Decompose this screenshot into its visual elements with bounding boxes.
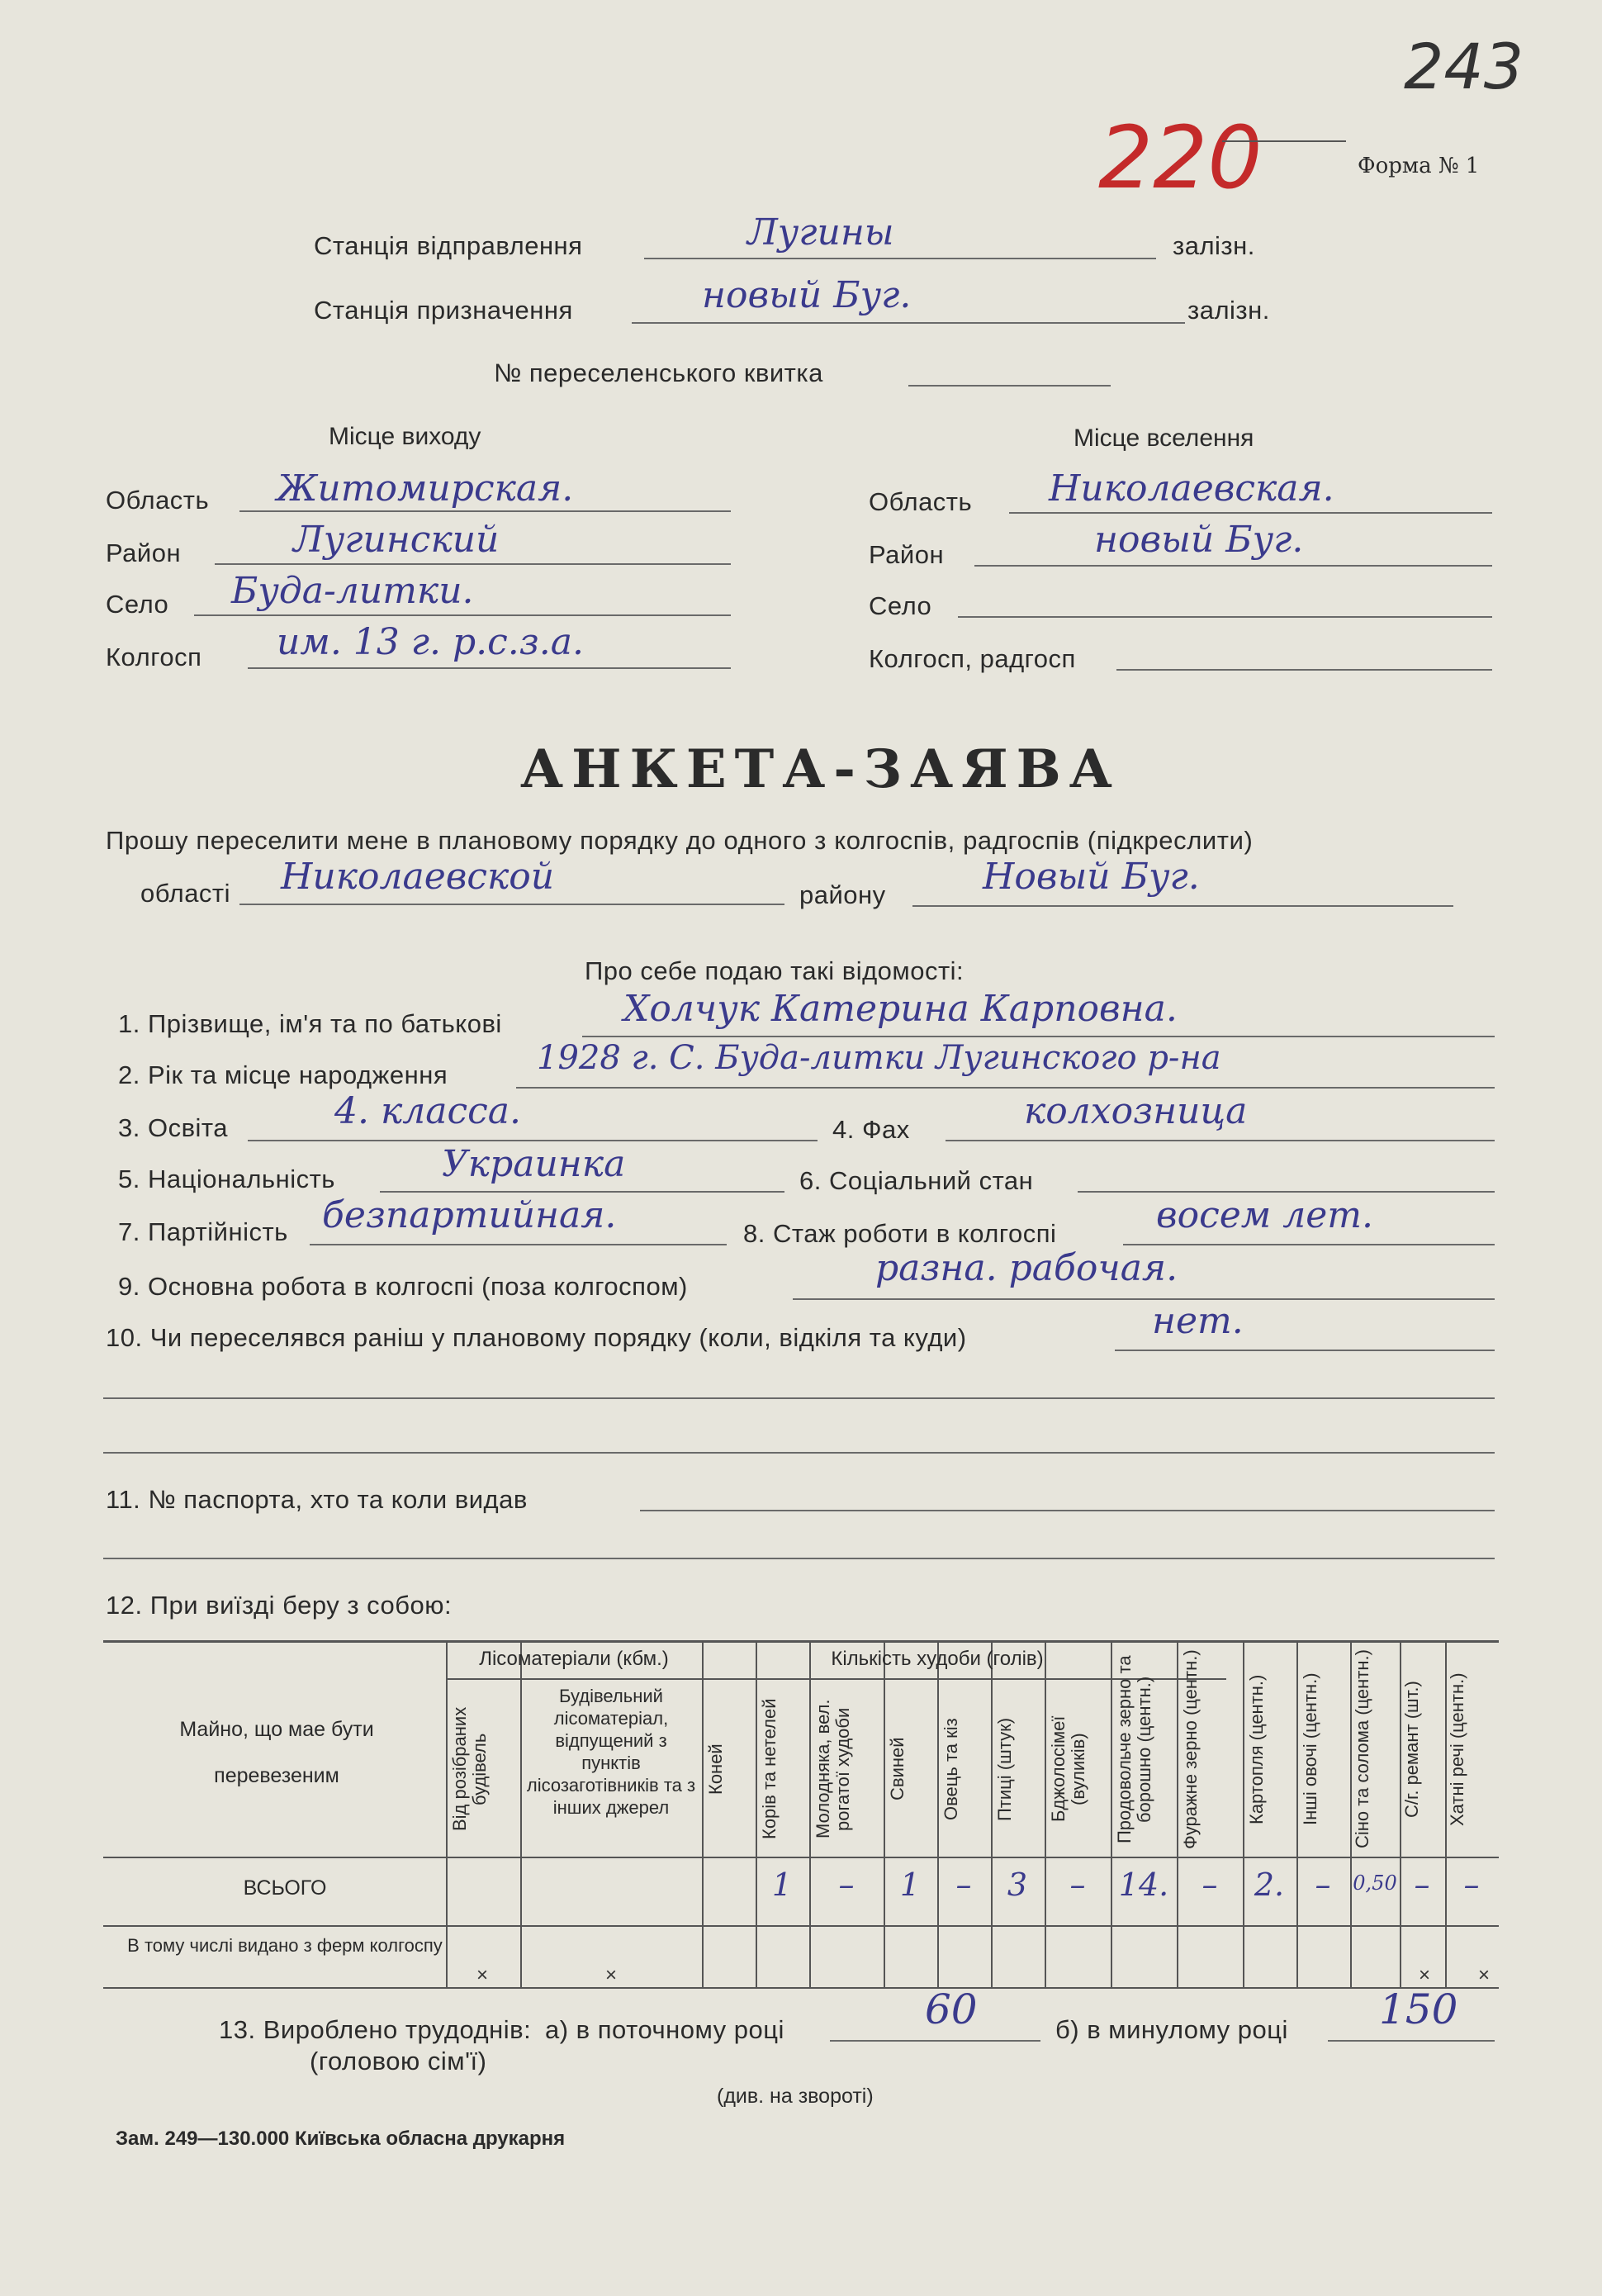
col-line-9 — [1045, 1640, 1046, 1987]
col-property-header: Майно, що мае бути перевезеним — [179, 1718, 374, 1787]
table-top-border — [103, 1640, 1499, 1643]
field-11-label: 11. № паспорта, хто та коли видав — [106, 1485, 528, 1514]
field-10-line — [1115, 1350, 1495, 1351]
field-3-label: 3. Освіта — [118, 1113, 229, 1142]
col-4-header: Корів та нетелей — [759, 1698, 780, 1840]
field-1-line — [582, 1036, 1495, 1037]
field-3-line — [248, 1140, 818, 1141]
railway-suffix-1: залізн. — [1173, 231, 1255, 260]
col-5-header: Молодняка, вел. рогатої худоби — [813, 1699, 853, 1839]
total-c4: 1 — [771, 1867, 793, 1903]
field-9-label: 9. Основна робота в колгоспі (поза колгоспом) — [118, 1272, 688, 1301]
settlement-selo-label: Село — [869, 591, 932, 620]
field-8-label: 8. Стаж роботи в колгоспі — [743, 1219, 1057, 1248]
settlement-kolhosp-label: Колгосп, радгосп — [869, 644, 1076, 673]
workdays-label: 13. Вироблено трудоднів: — [219, 2015, 532, 2044]
row-total-label: ВСЬОГО — [243, 1876, 327, 1900]
col-12-header: Картопля (центн.) — [1246, 1674, 1267, 1824]
red-number-strike — [1222, 140, 1346, 142]
field-11-line — [640, 1510, 1495, 1511]
total-c5: – — [838, 1867, 855, 1903]
settlement-header: Місце вселення — [1074, 425, 1254, 452]
request-oblast-label: області — [140, 879, 231, 908]
printer-note: Зам. 249—130.000 Київська обласна друкарня — [116, 2128, 566, 2150]
ticket-label: № переселенського квитка — [494, 358, 823, 387]
settlement-oblast-line — [1009, 512, 1492, 514]
field-8-line — [1123, 1244, 1495, 1245]
field-9-line — [793, 1298, 1495, 1300]
destination-label: Станція призначення — [314, 296, 573, 325]
workdays-b-value: 150 — [1379, 1985, 1458, 2033]
col-line-8 — [991, 1640, 993, 1987]
field-5-value: Украинка — [442, 1143, 626, 1185]
field-7-value: безпартийная. — [322, 1194, 617, 1236]
origin-kolhosp-label: Колгосп — [106, 643, 202, 671]
departure-value: Лугины — [747, 211, 894, 254]
workdays-a-value: 60 — [925, 1985, 978, 2033]
col-line-11 — [1177, 1640, 1178, 1987]
farm-cross-c2: × — [605, 1964, 618, 1986]
belongings-table — [103, 1640, 1499, 1987]
farm-cross-c1: × — [476, 1964, 489, 1986]
col-16-header: Хатні речі (центн.) — [1447, 1672, 1467, 1826]
ticket-line — [908, 385, 1111, 387]
field-6-label: 6. Соціальний стан — [799, 1166, 1034, 1195]
col-8-header: Птиці (штук) — [994, 1717, 1015, 1821]
destination-value: новый Буг. — [702, 274, 912, 316]
total-c12: 2. — [1254, 1867, 1285, 1903]
request-raion-line — [912, 905, 1453, 907]
workdays-b-label: б) в минулому році — [1055, 2015, 1288, 2044]
col-9-header: Бджолосімеї (вуликів) — [1048, 1715, 1088, 1823]
origin-selo-label: Село — [106, 590, 169, 619]
request-text: Прошу переселити мене в плановому порядку до одного з колгоспів, радгоспів (підкреслити) — [106, 826, 1254, 855]
col-10-header: Продовольче зерно та борошно (центн.) — [1114, 1655, 1154, 1843]
railway-suffix-2: залізн. — [1187, 296, 1270, 325]
field-4-label: 4. Фах — [832, 1115, 910, 1144]
col-line-7 — [937, 1640, 939, 1987]
col-3-header: Коней — [705, 1743, 726, 1795]
origin-kolhosp-line — [248, 667, 731, 669]
total-c15: – — [1414, 1867, 1430, 1903]
archive-number: 243 — [1404, 30, 1524, 103]
field-5-line — [380, 1191, 784, 1193]
field-5-label: 5. Національність — [118, 1165, 335, 1193]
col-line-4 — [756, 1640, 757, 1987]
origin-oblast-line — [239, 510, 731, 512]
field-4-line — [946, 1140, 1495, 1141]
col-line-10 — [1111, 1640, 1112, 1987]
col-15-header: С/г. ремант (шт.) — [1401, 1681, 1422, 1818]
col-1-header: Від розібраних будівель — [449, 1706, 490, 1832]
request-raion-label: району — [799, 880, 886, 909]
field-10-value: нет. — [1152, 1300, 1244, 1342]
farm-cross-c16: × — [1478, 1964, 1491, 1986]
departure-label: Станція відправлення — [314, 231, 583, 260]
group-livestock-header: Кількість худоби (голів) — [831, 1648, 1044, 1670]
request-oblast-line — [239, 904, 784, 905]
table-header-bottom — [103, 1857, 1499, 1858]
destination-line — [632, 322, 1185, 324]
form-title: АНКЕТА-ЗАЯВА — [520, 738, 1121, 800]
workdays-a-label: а) в поточному році — [545, 2015, 784, 2044]
field-3-value: 4. класса. — [334, 1090, 521, 1132]
workdays-a-line — [830, 2040, 1040, 2042]
settlement-kolhosp-line — [1116, 669, 1492, 671]
col-11-header: Фуражне зерно (центн.) — [1180, 1649, 1201, 1849]
origin-raion-value: Лугинский — [293, 519, 500, 561]
field-7-label: 7. Партійність — [118, 1217, 288, 1246]
total-c6: 1 — [899, 1867, 921, 1903]
field-9-value: разна. рабочая. — [875, 1247, 1178, 1289]
total-c10: 14. — [1118, 1867, 1169, 1903]
col-line-13 — [1296, 1640, 1298, 1987]
col-7-header: Овець та кіз — [941, 1718, 961, 1820]
form-label: Форма № 1 — [1358, 154, 1480, 178]
origin-oblast-label: Область — [106, 486, 210, 515]
table-group-divider — [446, 1678, 1226, 1680]
col-line-1 — [446, 1640, 448, 1987]
field-6-line — [1078, 1191, 1495, 1193]
workdays-b-line — [1328, 2040, 1495, 2042]
total-c9: – — [1069, 1867, 1086, 1903]
settlement-raion-value: новый Буг. — [1094, 519, 1304, 561]
request-raion-value: Новый Буг. — [983, 856, 1200, 898]
intro-text: Про себе подаю такі відомості: — [585, 956, 965, 985]
field-1-label: 1. Прізвище, ім'я та по батькові — [118, 1009, 502, 1038]
col-line-3 — [702, 1640, 704, 1987]
field-12-label: 12. При виїзді беру з собою: — [106, 1591, 453, 1620]
total-c13: – — [1315, 1867, 1331, 1903]
col-2-header: Будівельний лісоматеріал, відпущений з пунктів лісозаготівників та з інших джерел — [526, 1686, 696, 1818]
origin-selo-value: Буда-литки. — [231, 570, 474, 612]
field-2-line — [516, 1087, 1495, 1089]
field-4-value: колхозница — [1024, 1090, 1248, 1132]
departure-line — [644, 258, 1156, 259]
col-13-header: Інші овочі (центн.) — [1300, 1672, 1320, 1826]
settlement-raion-line — [974, 565, 1492, 567]
total-c14: 0,50 — [1353, 1871, 1397, 1895]
field-8-value: восем лет. — [1156, 1194, 1374, 1236]
total-c16: – — [1463, 1867, 1480, 1903]
settlement-selo-line — [958, 616, 1492, 618]
total-c11: – — [1202, 1867, 1218, 1903]
field-2-value: 1928 г. С. Буда-литки Лугинского р-на — [537, 1039, 1221, 1077]
table-row-divider — [103, 1925, 1499, 1927]
farm-cross-c15: × — [1419, 1964, 1431, 1986]
workdays-sub: (головою сім'ї) — [310, 2047, 487, 2075]
table-bottom-border — [103, 1987, 1499, 1989]
col-line-12 — [1243, 1640, 1244, 1987]
red-number: 220 — [1098, 107, 1263, 208]
origin-selo-line — [194, 614, 731, 616]
field-1-value: Холчук Катерина Карповна. — [623, 988, 1178, 1030]
row-farm-label: В тому числі видано з ферм колгоспу — [127, 1935, 443, 1956]
field-2-label: 2. Рік та місце народження — [118, 1060, 448, 1089]
origin-raion-label: Район — [106, 538, 182, 567]
field-10-label: 10. Чи переселявся раніш у плановому порядку (коли, відкіля та куди) — [106, 1323, 967, 1352]
field-11-extra-line — [103, 1558, 1495, 1559]
origin-header: Місце виходу — [329, 423, 481, 450]
settlement-oblast-value: Николаевская. — [1049, 467, 1334, 510]
col-6-header: Свиней — [887, 1737, 908, 1801]
origin-kolhosp-value: им. 13 г. р.с.з.а. — [277, 621, 584, 663]
field-7-line — [310, 1244, 727, 1245]
col-line-2 — [520, 1640, 522, 1987]
field-10-extra-line-2 — [103, 1452, 1495, 1454]
group-timber-header: Лісоматеріали (кбм.) — [479, 1648, 669, 1670]
col-14-header: Сіно та солома (центн.) — [1352, 1649, 1372, 1849]
col-line-6 — [884, 1640, 885, 1987]
total-c7: – — [955, 1867, 972, 1903]
origin-raion-line — [215, 563, 731, 565]
reverse-note: (див. на звороті) — [717, 2085, 874, 2108]
total-c8: 3 — [1007, 1867, 1028, 1903]
col-line-5 — [809, 1640, 811, 1987]
settlement-raion-label: Район — [869, 540, 945, 569]
field-10-extra-line-1 — [103, 1397, 1495, 1399]
origin-oblast-value: Житомирская. — [277, 467, 574, 510]
settlement-oblast-label: Область — [869, 487, 973, 516]
request-oblast-value: Николаевской — [281, 856, 555, 898]
